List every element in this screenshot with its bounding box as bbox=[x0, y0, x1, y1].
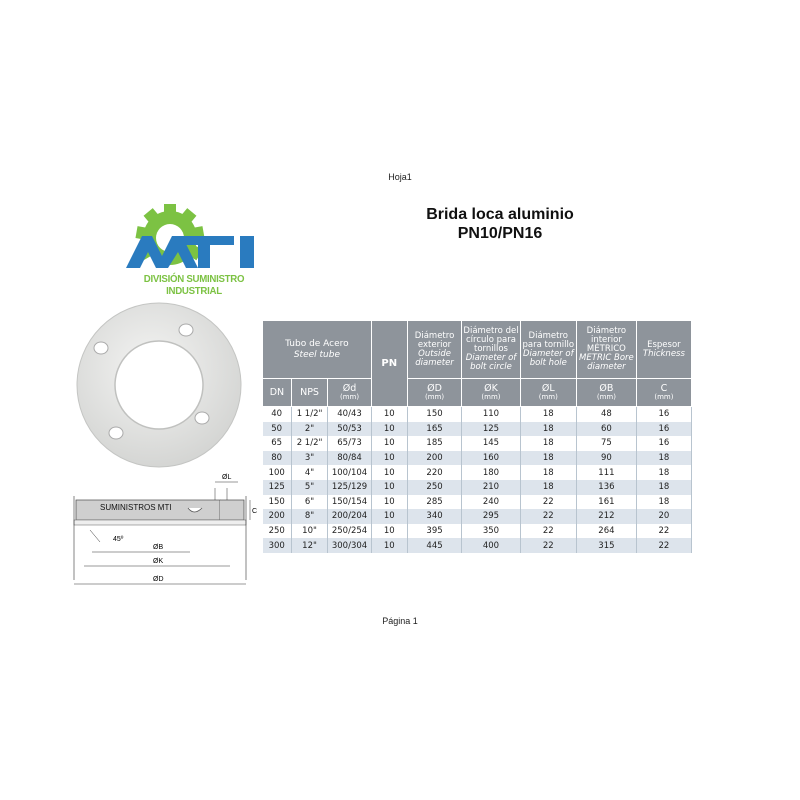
header-C: C (mm) bbox=[636, 379, 691, 407]
header-B: ØB (mm) bbox=[577, 379, 637, 407]
cell-nps: 2 1/2" bbox=[291, 436, 327, 451]
cell-bore: 264 bbox=[577, 524, 637, 539]
cell-d-small: 200/204 bbox=[328, 509, 372, 524]
cell-bolt-hole: 18 bbox=[520, 451, 576, 466]
cell-bolt-circle: 145 bbox=[462, 436, 520, 451]
cell-bore: 136 bbox=[577, 480, 637, 495]
technical-drawing bbox=[70, 468, 260, 590]
cell-bolt-circle: 180 bbox=[462, 465, 520, 480]
cell-thickness: 16 bbox=[636, 422, 691, 437]
cell-pn: 10 bbox=[371, 407, 407, 422]
cell-bolt-hole: 18 bbox=[520, 465, 576, 480]
table-row bbox=[263, 436, 692, 451]
cell-pn: 10 bbox=[371, 524, 407, 539]
cell-bore: 75 bbox=[577, 436, 637, 451]
cell-pn: 10 bbox=[371, 509, 407, 524]
cell-pn: 10 bbox=[371, 538, 407, 553]
cell-bore: 111 bbox=[577, 465, 637, 480]
title-line-1: Brida loca aluminio bbox=[426, 206, 574, 223]
table-row bbox=[263, 465, 692, 480]
cell-pn: 10 bbox=[371, 480, 407, 495]
cell-outside-diameter: 395 bbox=[407, 524, 462, 539]
drawing-brand: SUMINISTROS MTI bbox=[100, 503, 172, 512]
cell-bolt-hole: 22 bbox=[520, 509, 576, 524]
cell-thickness: 20 bbox=[636, 509, 691, 524]
cell-d-small: 250/254 bbox=[328, 524, 372, 539]
table-row bbox=[263, 480, 692, 495]
cell-d-small: 65/73 bbox=[328, 436, 372, 451]
header-pn: PN bbox=[371, 321, 407, 407]
header-bolt-hole: Diámetro para tornillo Diameter of bolt hole bbox=[520, 321, 576, 379]
cell-bolt-hole: 18 bbox=[520, 480, 576, 495]
table-row bbox=[263, 407, 692, 422]
cell-dn: 100 bbox=[263, 465, 292, 480]
cell-dn: 125 bbox=[263, 480, 292, 495]
cell-bore: 315 bbox=[577, 538, 637, 553]
dim-b-label: ØB bbox=[153, 544, 164, 551]
cell-outside-diameter: 445 bbox=[407, 538, 462, 553]
cell-pn: 10 bbox=[371, 465, 407, 480]
cell-dn: 200 bbox=[263, 509, 292, 524]
cell-thickness: 18 bbox=[636, 495, 691, 510]
dim-k-label: ØK bbox=[153, 558, 164, 565]
cell-bolt-circle: 110 bbox=[462, 407, 520, 422]
table-row bbox=[263, 422, 692, 437]
cell-nps: 2" bbox=[291, 422, 327, 437]
cell-bore: 212 bbox=[577, 509, 637, 524]
cell-bolt-circle: 125 bbox=[462, 422, 520, 437]
table-row bbox=[263, 451, 692, 466]
cell-bore: 48 bbox=[577, 407, 637, 422]
cell-outside-diameter: 250 bbox=[407, 480, 462, 495]
cell-nps: 3" bbox=[291, 451, 327, 466]
cell-bolt-circle: 400 bbox=[462, 538, 520, 553]
cell-bore: 60 bbox=[577, 422, 637, 437]
cell-dn: 150 bbox=[263, 495, 292, 510]
cell-nps: 8" bbox=[291, 509, 327, 524]
cell-bolt-hole: 22 bbox=[520, 524, 576, 539]
title-line-2: PN10/PN16 bbox=[457, 225, 543, 242]
cell-dn: 250 bbox=[263, 524, 292, 539]
cell-nps: 6" bbox=[291, 495, 327, 510]
dim-c-label: C bbox=[252, 508, 258, 515]
cell-d-small: 150/154 bbox=[328, 495, 372, 510]
cell-d-small: 40/43 bbox=[328, 407, 372, 422]
spec-table bbox=[262, 320, 692, 553]
cell-dn: 80 bbox=[263, 451, 292, 466]
page-footer: Página 1 bbox=[382, 616, 418, 626]
cell-bolt-hole: 22 bbox=[520, 538, 576, 553]
cell-outside-diameter: 185 bbox=[407, 436, 462, 451]
cell-bore: 90 bbox=[577, 451, 637, 466]
cell-d-small: 300/304 bbox=[328, 538, 372, 553]
mti-letters bbox=[126, 236, 254, 268]
cell-dn: 50 bbox=[263, 422, 292, 437]
cell-d-small: 100/104 bbox=[328, 465, 372, 480]
cell-thickness: 18 bbox=[636, 451, 691, 466]
sheet-name: Hoja1 bbox=[388, 172, 412, 182]
cell-bolt-hole: 18 bbox=[520, 407, 576, 422]
header-dn: DN bbox=[263, 379, 292, 407]
table-row bbox=[263, 495, 692, 510]
cell-bolt-circle: 350 bbox=[462, 524, 520, 539]
cell-bolt-circle: 210 bbox=[462, 480, 520, 495]
cell-bore: 161 bbox=[577, 495, 637, 510]
table-row bbox=[263, 524, 692, 539]
cell-outside-diameter: 220 bbox=[407, 465, 462, 480]
dim-d-label: ØD bbox=[153, 576, 164, 583]
cell-nps: 4" bbox=[291, 465, 327, 480]
table-row bbox=[263, 538, 692, 553]
dim-l-label: ØL bbox=[222, 474, 232, 481]
logo-subtitle: DIVISIÓN SUMINISTRO INDUSTRIAL bbox=[143, 273, 245, 297]
cell-d-small: 80/84 bbox=[328, 451, 372, 466]
header-thickness: Espesor Thickness bbox=[636, 321, 691, 379]
cell-d-small: 125/129 bbox=[328, 480, 372, 495]
table-row bbox=[263, 509, 692, 524]
cell-dn: 300 bbox=[263, 538, 292, 553]
cell-thickness: 16 bbox=[636, 407, 691, 422]
cell-dn: 65 bbox=[263, 436, 292, 451]
header-K: ØK (mm) bbox=[462, 379, 520, 407]
cell-outside-diameter: 285 bbox=[407, 495, 462, 510]
header-nps: NPS bbox=[291, 379, 327, 407]
cell-outside-diameter: 150 bbox=[407, 407, 462, 422]
cell-outside-diameter: 165 bbox=[407, 422, 462, 437]
cell-bolt-hole: 22 bbox=[520, 495, 576, 510]
cell-bolt-circle: 160 bbox=[462, 451, 520, 466]
cell-nps: 5" bbox=[291, 480, 327, 495]
angle-label: 45º bbox=[113, 536, 124, 543]
cell-nps: 10" bbox=[291, 524, 327, 539]
cell-thickness: 18 bbox=[636, 480, 691, 495]
cell-thickness: 16 bbox=[636, 436, 691, 451]
cell-pn: 10 bbox=[371, 451, 407, 466]
cell-bolt-circle: 295 bbox=[462, 509, 520, 524]
cell-bolt-hole: 18 bbox=[520, 436, 576, 451]
header-d-small: Ød (mm) bbox=[328, 379, 372, 407]
cell-bolt-hole: 18 bbox=[520, 422, 576, 437]
cell-bolt-circle: 240 bbox=[462, 495, 520, 510]
cell-thickness: 22 bbox=[636, 524, 691, 539]
header-D: ØD (mm) bbox=[407, 379, 462, 407]
cell-d-small: 50/53 bbox=[328, 422, 372, 437]
spec-table-body bbox=[263, 407, 692, 553]
cell-thickness: 18 bbox=[636, 465, 691, 480]
page-title bbox=[380, 205, 620, 243]
cell-outside-diameter: 340 bbox=[407, 509, 462, 524]
flange-image bbox=[74, 300, 244, 470]
header-bore: Diámetro interior MÉTRICO METRIC Bore diameter bbox=[577, 321, 637, 379]
header-L: ØL (mm) bbox=[520, 379, 576, 407]
header-tube: Tubo de Acero Steel tube bbox=[263, 321, 372, 379]
cell-nps: 12" bbox=[291, 538, 327, 553]
cell-nps: 1 1/2" bbox=[291, 407, 327, 422]
cell-thickness: 22 bbox=[636, 538, 691, 553]
cell-dn: 40 bbox=[263, 407, 292, 422]
header-outside-diameter: Diámetro exterior Outside diameter bbox=[407, 321, 462, 379]
header-bolt-circle: Diámetro del círculo para tornillos Diameter of bolt circle bbox=[462, 321, 520, 379]
cell-pn: 10 bbox=[371, 422, 407, 437]
cell-pn: 10 bbox=[371, 495, 407, 510]
cell-outside-diameter: 200 bbox=[407, 451, 462, 466]
cell-pn: 10 bbox=[371, 436, 407, 451]
